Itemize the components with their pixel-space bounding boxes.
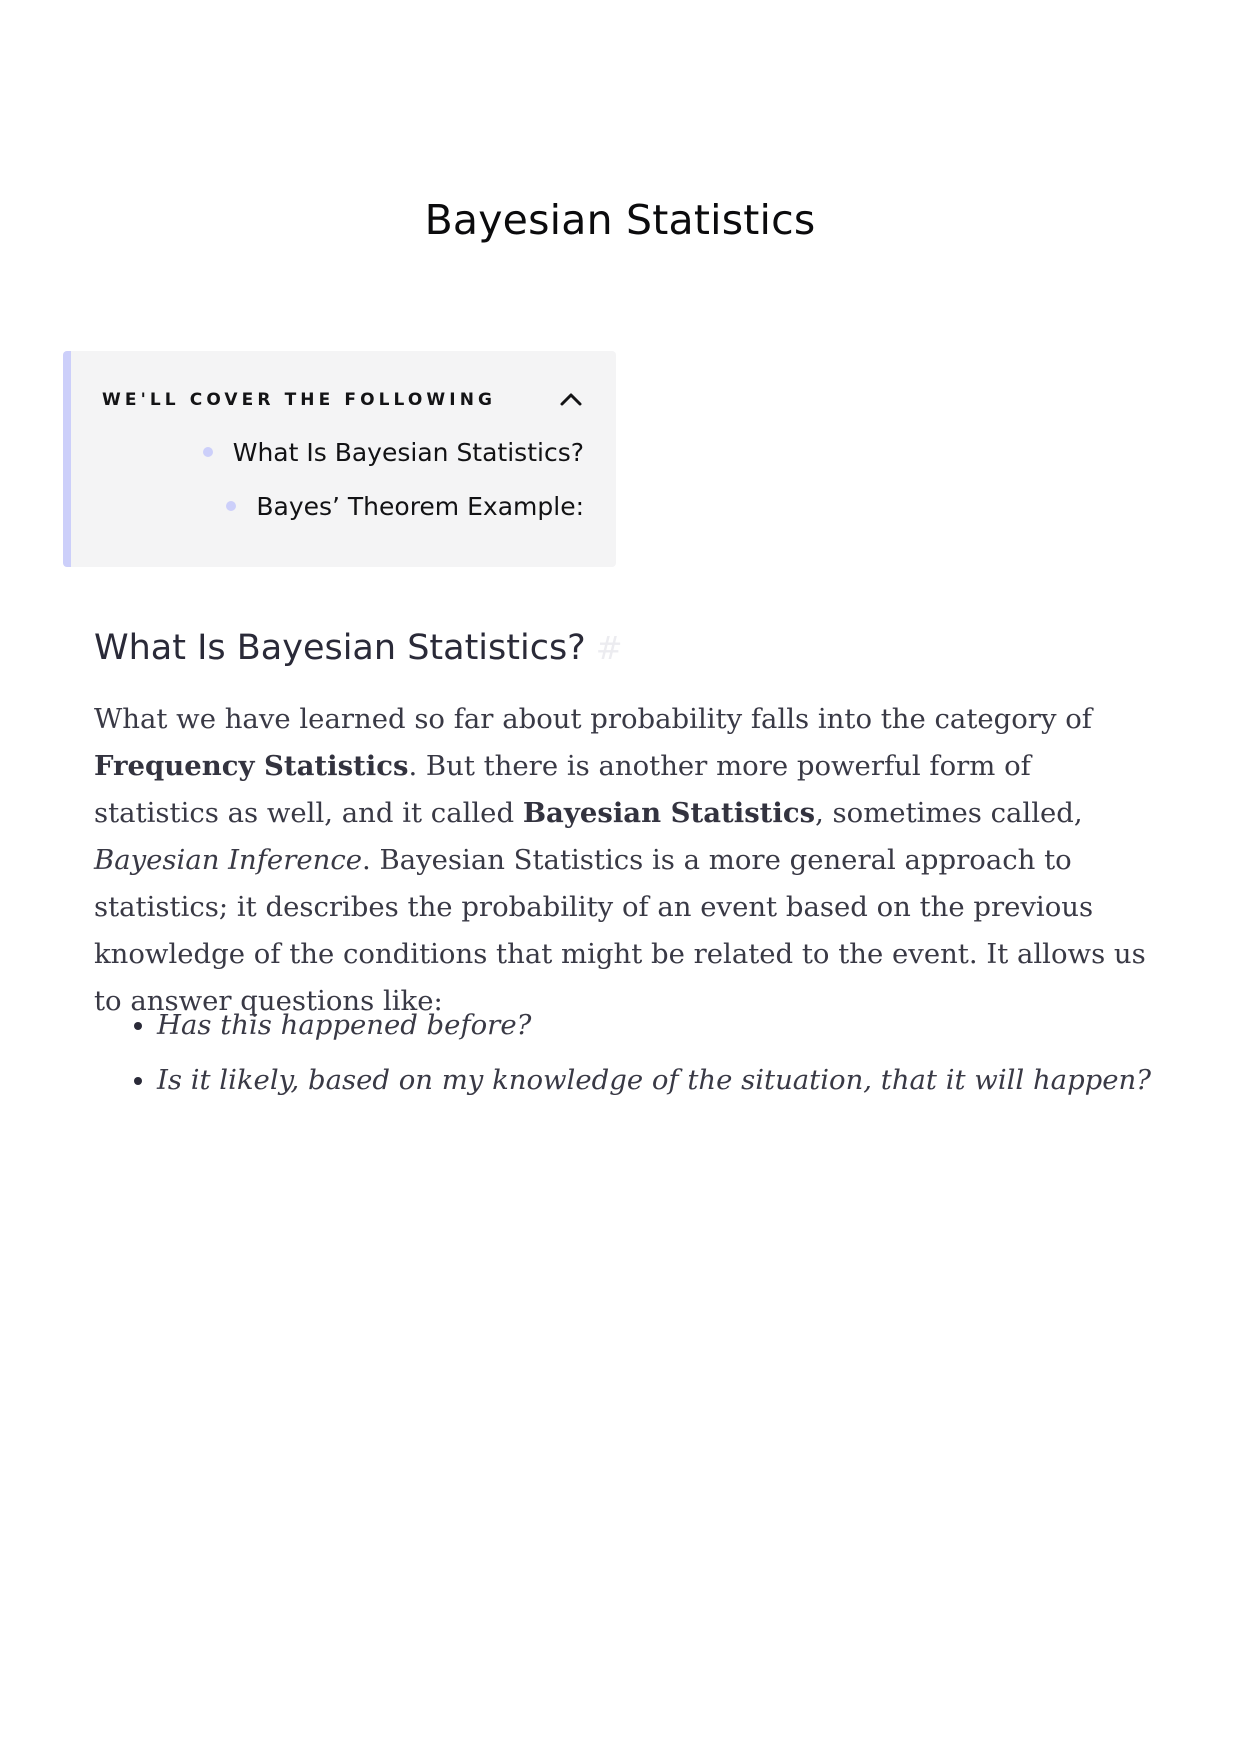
toc-item-what-is-bayesian-statistics[interactable] [203,437,584,469]
toc-list [203,437,584,545]
list-item: • Is it likely, based on my knowledge of the situation, that it will happen? [157,1060,1151,1100]
term-bayesian-statistics: Bayesian Statistics [522,797,816,829]
toc-item-bayes-theorem-example[interactable] [203,491,584,523]
intro-paragraph [94,696,1154,1025]
toc-item-label: What Is Bayesian Statistics? [232,438,584,467]
paragraph-text: , sometimes called, [815,797,1083,829]
chevron-up-icon[interactable] [556,387,586,413]
page-title: Bayesian Statistics [424,196,816,244]
toc-item-label: Bayes’ Theorem Example: [256,492,584,521]
bullet-dot-icon [226,501,236,511]
bullet-dot-icon [203,447,213,457]
section-anchor-link[interactable]: # [595,629,623,667]
section-heading [94,620,623,676]
toc-heading: WE'LL COVER THE FOLLOWING [102,390,497,410]
question-list [94,1005,1151,1115]
paragraph-text: . Bayesian Statistics is a more general approach to statistics; it describes the probability of an event based on the previous knowledge of the conditions that might be related to the event. It allows us to answer questions like: [94,844,1146,1017]
term-frequency-statistics: Frequency Statistics [94,750,409,782]
list-item: • Has this happened before? [157,1005,1151,1045]
toc-header [102,387,586,413]
term-bayesian-inference: Bayesian Inference [94,844,363,876]
paragraph-text: . But there is another more powerful form of statistics as well, and it called [94,750,1031,829]
paragraph-text: What we have learned so far about probability falls into the category of [94,703,1092,735]
table-of-contents [63,351,616,567]
section-heading-text: What Is Bayesian Statistics? [94,628,586,668]
